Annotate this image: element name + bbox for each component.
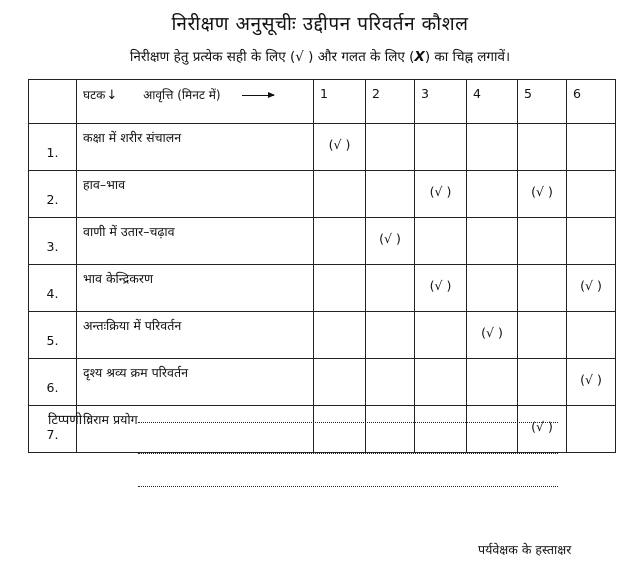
instruction-before: निरीक्षण हेतु प्रत्येक सही के लिए ( — [129, 49, 296, 65]
mark-cell[interactable]: (√ ) — [415, 171, 467, 218]
row-number: 5. — [29, 312, 77, 359]
row-number: 2. — [29, 171, 77, 218]
column-header-4: 4 — [467, 80, 518, 124]
mark-cell[interactable] — [366, 312, 415, 359]
mark-cell[interactable] — [518, 124, 567, 171]
table-header-row — [29, 80, 616, 124]
table-row — [29, 171, 616, 218]
row-number: 1. — [29, 124, 77, 171]
mark-cell[interactable] — [415, 312, 467, 359]
mark-cell[interactable]: (√ ) — [567, 265, 616, 312]
header-component-cell — [77, 80, 314, 124]
row-label: हाव–भाव — [77, 171, 314, 218]
table-row — [29, 406, 616, 453]
remarks-line-3 — [138, 486, 558, 487]
mark-cell[interactable] — [366, 124, 415, 171]
mark-cell[interactable] — [415, 359, 467, 406]
mark-cell[interactable] — [467, 218, 518, 265]
row-label: कक्षा में शरीर संचालन — [77, 124, 314, 171]
instruction-text — [0, 47, 640, 65]
row-number: 4. — [29, 265, 77, 312]
column-header-6: 6 — [567, 80, 616, 124]
instruction-after: ) का चिह्न लगावें। — [424, 49, 511, 65]
mark-cell[interactable] — [567, 218, 616, 265]
mark-cell[interactable] — [314, 171, 366, 218]
mark-cell[interactable] — [314, 265, 366, 312]
page-title: निरीक्षण अनुसूचीः उद्दीपन परिवर्तन कौशल — [171, 13, 469, 35]
row-number: 7. — [29, 406, 77, 453]
cross-symbol: X — [414, 49, 425, 65]
mark-cell[interactable] — [366, 171, 415, 218]
mark-cell[interactable] — [518, 265, 567, 312]
table-row — [29, 265, 616, 312]
mark-cell[interactable] — [518, 359, 567, 406]
mark-cell[interactable]: (√ ) — [366, 218, 415, 265]
mark-cell[interactable] — [518, 312, 567, 359]
tick-symbol: √ — [295, 49, 304, 65]
row-label: वाणी में उतार–चढ़ाव — [77, 218, 314, 265]
row-label: दृश्य श्रव्य क्रम परिवर्तन — [77, 359, 314, 406]
mark-cell[interactable]: (√ ) — [314, 124, 366, 171]
row-label: विराम प्रयोग — [77, 406, 314, 453]
mark-cell[interactable] — [415, 218, 467, 265]
observation-table — [28, 79, 616, 453]
mark-cell[interactable] — [415, 406, 467, 453]
instruction-middle: ) और गलत के लिए ( — [303, 49, 415, 65]
remarks-line-1 — [138, 422, 558, 423]
mark-cell[interactable] — [366, 406, 415, 453]
mark-cell[interactable] — [467, 406, 518, 453]
row-number: 3. — [29, 218, 77, 265]
column-header-1: 1 — [314, 80, 366, 124]
column-header-2: 2 — [366, 80, 415, 124]
mark-cell[interactable] — [314, 312, 366, 359]
table-row — [29, 359, 616, 406]
row-label: अन्तःक्रिया में परिवर्तन — [77, 312, 314, 359]
supervisor-signature-label: पर्यवेक्षक के हस्ताक्षर — [478, 542, 572, 557]
mark-cell[interactable] — [567, 171, 616, 218]
right-arrow-icon — [242, 95, 274, 96]
table-row — [29, 124, 616, 171]
row-number: 6. — [29, 359, 77, 406]
mark-cell[interactable]: (√ ) — [467, 312, 518, 359]
mark-cell[interactable]: (√ ) — [518, 406, 567, 453]
mark-cell[interactable] — [314, 359, 366, 406]
mark-cell[interactable] — [467, 171, 518, 218]
down-arrow-icon: ↓ — [106, 88, 118, 103]
mark-cell[interactable] — [567, 406, 616, 453]
mark-cell[interactable] — [467, 265, 518, 312]
column-header-3: 3 — [415, 80, 467, 124]
mark-cell[interactable] — [467, 359, 518, 406]
table-row — [29, 218, 616, 265]
table-row — [29, 312, 616, 359]
mark-cell[interactable] — [314, 218, 366, 265]
mark-cell[interactable] — [567, 312, 616, 359]
frequency-label: आवृत्ति (मिनट में) — [143, 88, 221, 102]
mark-cell[interactable]: (√ ) — [518, 171, 567, 218]
mark-cell[interactable]: (√ ) — [415, 265, 467, 312]
mark-cell[interactable]: (√ ) — [567, 359, 616, 406]
mark-cell[interactable] — [314, 406, 366, 453]
component-label: घटक — [83, 88, 106, 102]
column-header-5: 5 — [518, 80, 567, 124]
mark-cell[interactable] — [467, 124, 518, 171]
mark-cell[interactable] — [518, 218, 567, 265]
row-label: भाव केन्द्रिकरण — [77, 265, 314, 312]
remarks-line-2 — [138, 453, 558, 454]
mark-cell[interactable] — [366, 359, 415, 406]
header-num-cell — [29, 80, 77, 124]
mark-cell[interactable] — [366, 265, 415, 312]
remarks-label: टिप्पणी : — [48, 413, 91, 428]
mark-cell[interactable] — [415, 124, 467, 171]
mark-cell[interactable] — [567, 124, 616, 171]
